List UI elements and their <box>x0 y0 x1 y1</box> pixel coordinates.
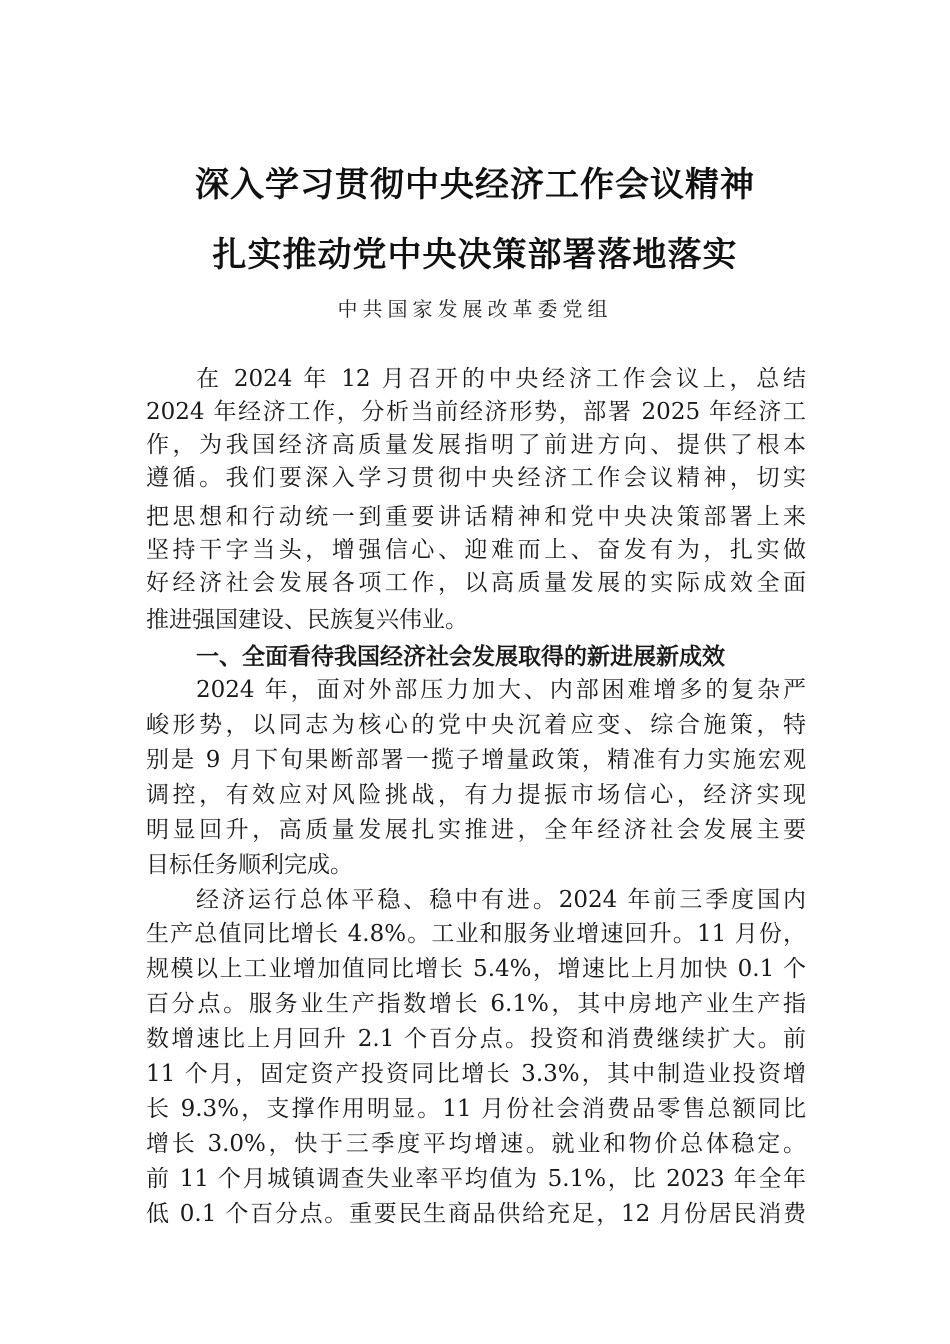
body-line: 前 11 个月城镇调查失业率平均值为 5.1%，比 2023 年全年 <box>146 1166 806 1192</box>
body-line: 遵循。我们要深入学习贯彻中央经济工作会议精神，切实 <box>146 465 806 491</box>
body-line: 在 2024 年 12 月召开的中央经济工作会议上，总结 <box>196 366 806 392</box>
document-title-line-2: 扎实推动党中央决策部署落地落实 <box>212 235 738 275</box>
body-line: 数增速比上月回升 2.1 个百分点。投资和消费继续扩大。前 <box>146 1026 806 1052</box>
body-line: 推进强国建设、民族复兴伟业。 <box>146 607 468 633</box>
body-line: 2024 年经济工作，分析当前经济形势，部署 2025 年经济工 <box>146 399 806 425</box>
body-line: 峻形势，以同志为核心的党中央沉着应变、综合施策，特 <box>146 712 806 738</box>
body-line: 别是 9 月下旬果断部署一揽子增量政策，精准有力实施宏观 <box>146 747 806 773</box>
body-line: 明显回升，高质量发展扎实推进，全年经济社会发展主要 <box>146 817 806 843</box>
body-line: 规模以上工业增加值同比增长 5.4%，增速比上月加快 0.1 个 <box>146 956 806 982</box>
body-line: 低 0.1 个百分点。重要民生商品供给充足，12 月份居民消费 <box>146 1201 806 1227</box>
body-line: 生产总值同比增长 4.8%。工业和服务业增速回升。11 月份， <box>146 921 806 947</box>
body-line: 11 个月，固定资产投资同比增长 3.3%，其中制造业投资增 <box>146 1061 806 1087</box>
section-heading: 一、全面看待我国经济社会发展取得的新进展新成效 <box>196 644 725 670</box>
body-line: 经济运行总体平稳、稳中有进。2024 年前三季度国内 <box>196 887 806 913</box>
body-line: 好经济社会发展各项工作，以高质量发展的实际成效全面 <box>146 570 806 596</box>
body-line: 增长 3.0%，快于三季度平均增速。就业和物价总体稳定。 <box>146 1131 806 1157</box>
body-line: 2024 年，面对外部压力加大、内部困难增多的复杂严 <box>196 677 806 703</box>
body-line: 调控，有效应对风险挑战，有力提振市场信心，经济实现 <box>146 782 806 808</box>
body-line: 目标任务顺利完成。 <box>146 852 353 878</box>
body-line: 作，为我国经济高质量发展指明了前进方向、提供了根本 <box>146 432 806 458</box>
body-line: 长 9.3%，支撑作用明显。11 月份社会消费品零售总额同比 <box>146 1096 806 1122</box>
body-line: 把思想和行动统一到重要讲话精神和党中央决策部署上来 <box>146 504 806 530</box>
document-author: 中共国家发展改革委党组 <box>337 297 613 321</box>
document-title-line-1: 深入学习贯彻中央经济工作会议精神 <box>195 165 755 205</box>
body-line: 坚持干字当头，增强信心、迎难而上、奋发有为，扎实做 <box>146 537 806 563</box>
body-line: 百分点。服务业生产指数增长 6.1%，其中房地产业生产指 <box>146 991 806 1017</box>
